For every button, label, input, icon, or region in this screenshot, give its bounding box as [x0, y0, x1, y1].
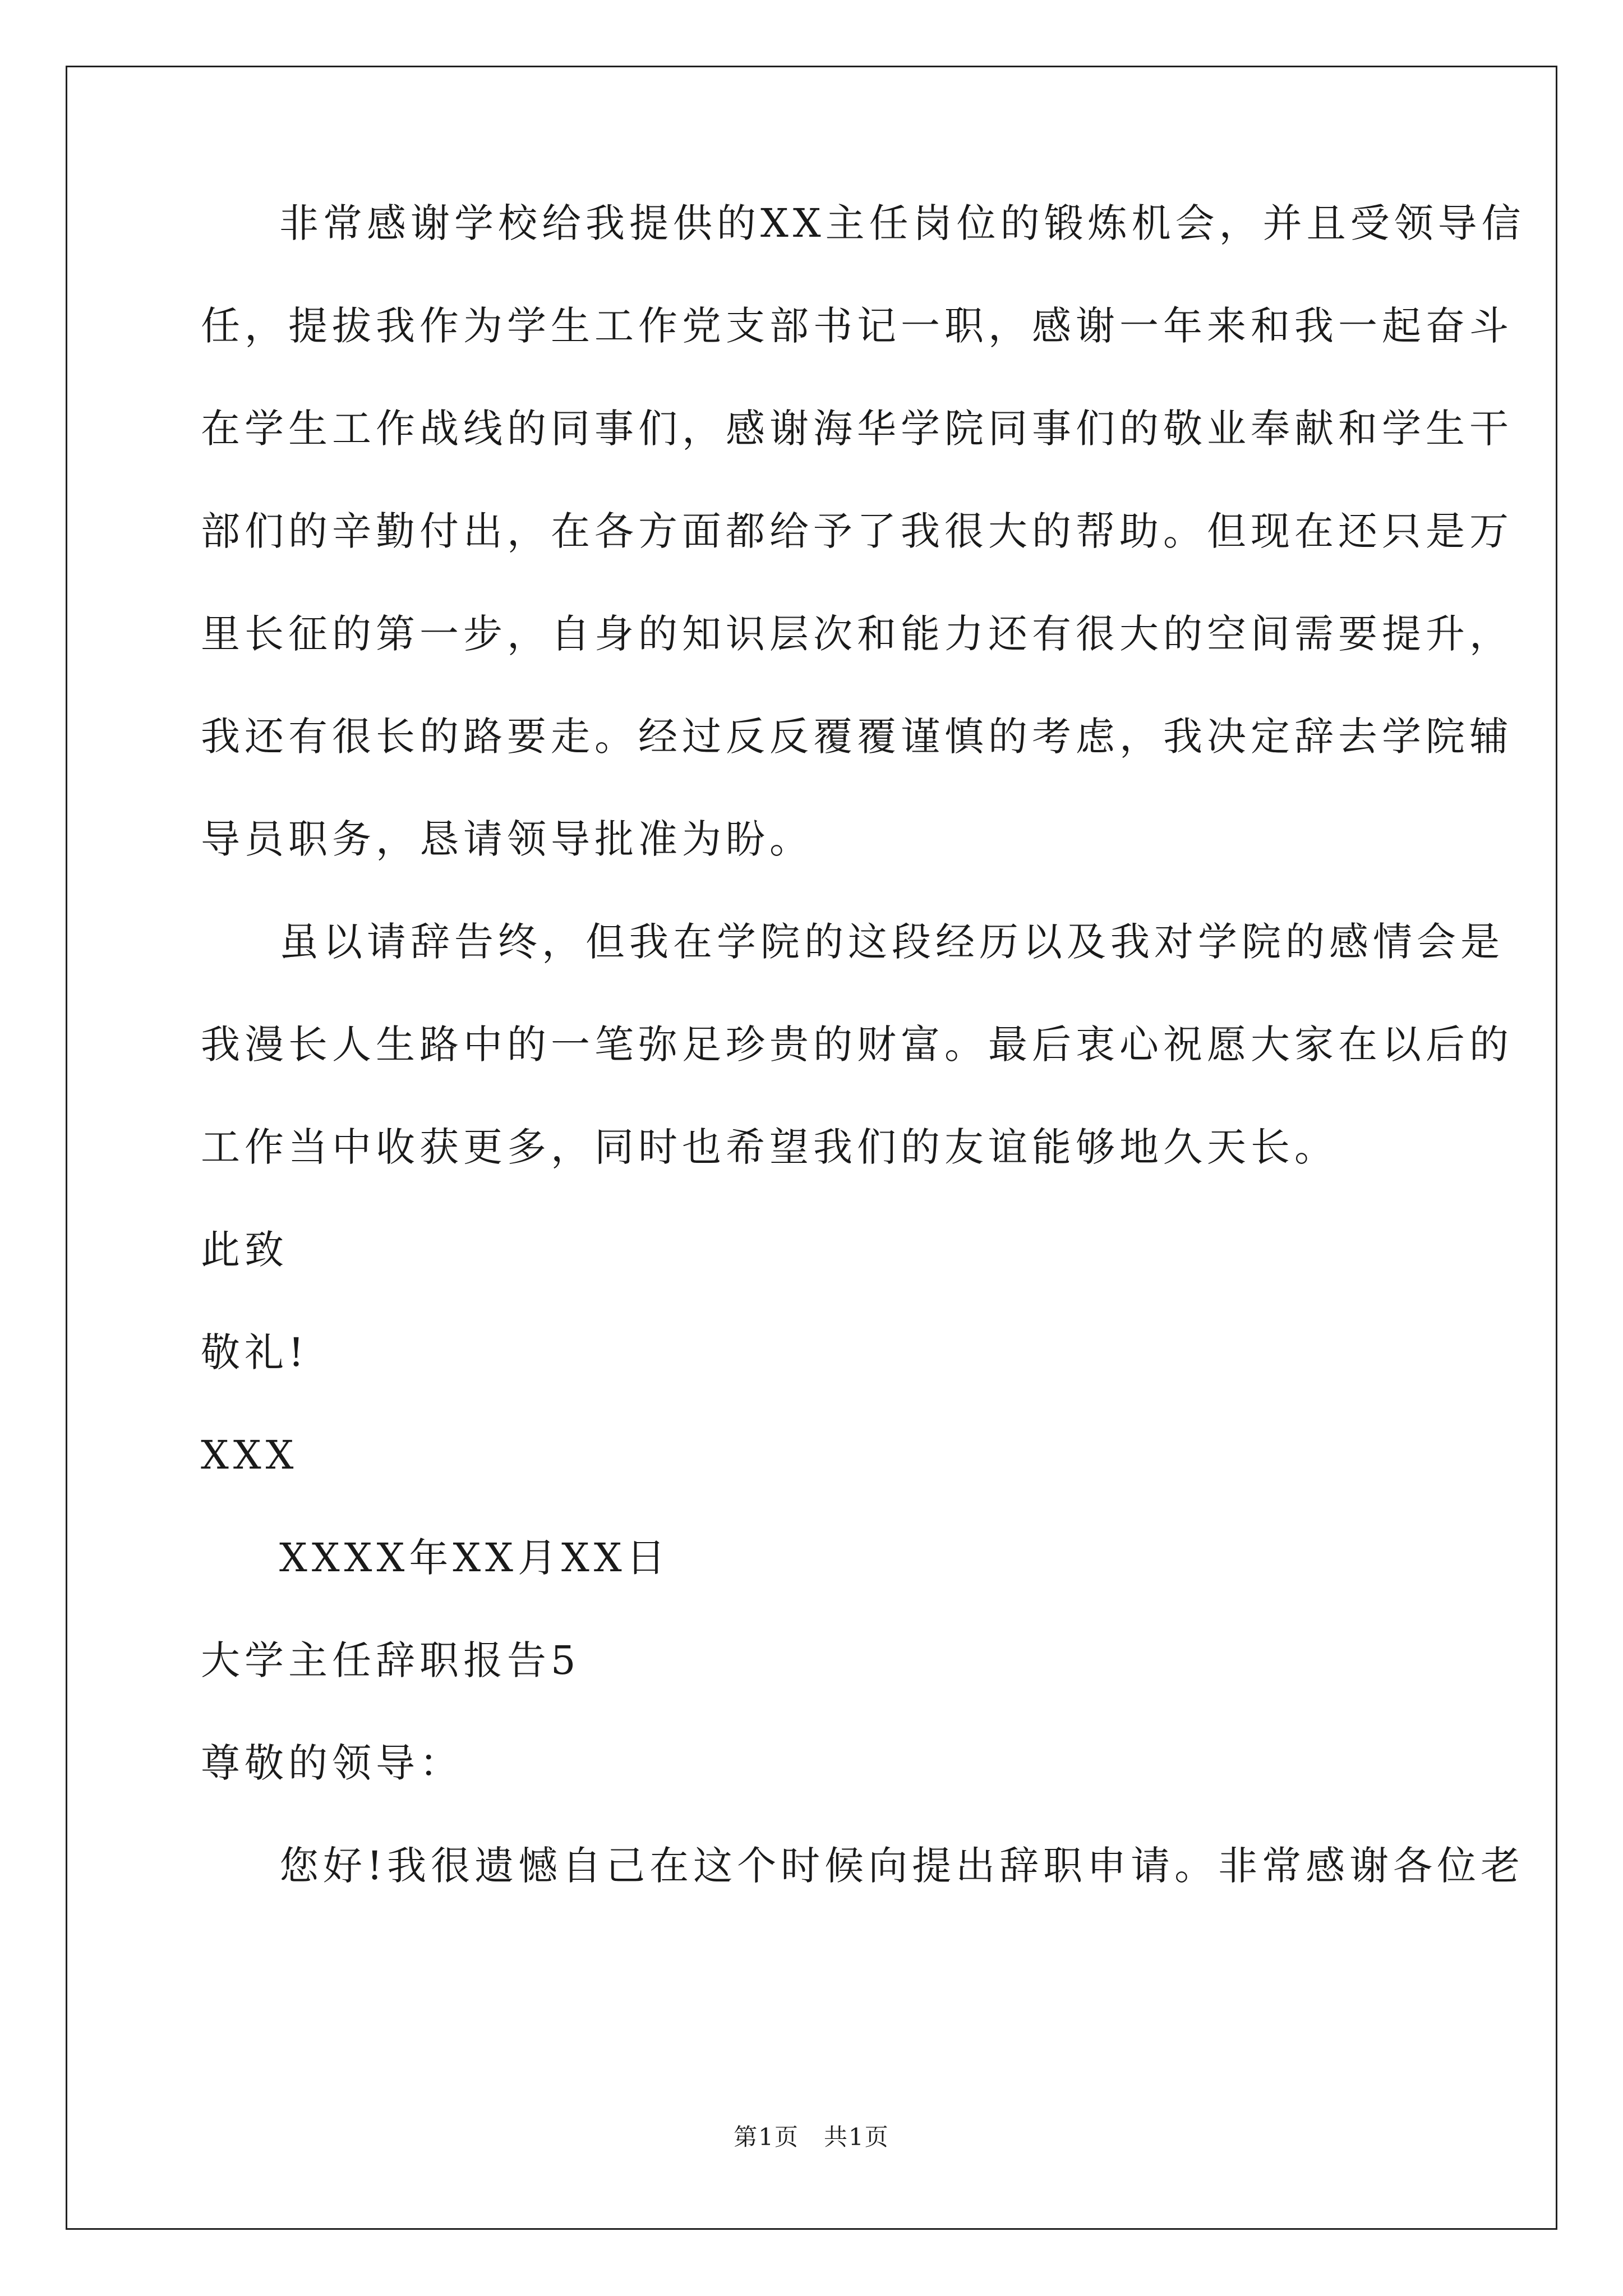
paragraph-line: 非常感谢学校给我提供的XX主任岗位的锻炼机会，并且受领导信: [279, 200, 1525, 246]
section-title: 大学主任辞职报告5: [201, 1637, 580, 1683]
closing-regards: 敬礼!: [201, 1329, 309, 1375]
paragraph-line: 我还有很长的路要走。经过反反覆覆谨慎的考虑，我决定辞去学院辅: [201, 714, 1513, 760]
paragraph-line: 您好!我很遗憾自己在这个时候向提出辞职申请。非常感谢各位老: [279, 1843, 1525, 1889]
paragraph-line: 部们的辛勤付出，在各方面都给予了我很大的帮助。但现在还只是万: [201, 508, 1513, 554]
paragraph-line: 虽以请辞告终，但我在学院的这段经历以及我对学院的感情会是: [279, 919, 1504, 965]
paragraph-line: 在学生工作战线的同事们，感谢海华学院同事们的敬业奉献和学生干: [201, 406, 1513, 452]
signature-date: XXXX年XX月XX日: [279, 1535, 670, 1581]
page-footer: 第1页 共1页: [734, 2123, 889, 2151]
paragraph-line: 任，提拔我作为学生工作党支部书记一职，感谢一年来和我一起奋斗: [201, 303, 1513, 349]
signature-name: XXX: [201, 1432, 298, 1478]
letter-greeting: 尊敬的领导：: [201, 1740, 463, 1786]
paragraph-line: 工作当中收获更多，同时也希望我们的友谊能够地久天长。: [201, 1124, 1338, 1170]
closing-salutation: 此致: [201, 1227, 288, 1273]
paragraph-line: 导员职务，恳请领导批准为盼。: [201, 816, 813, 862]
paragraph-line: 里长征的第一步，自身的知识层次和能力还有很大的空间需要提升，: [201, 611, 1513, 657]
paragraph-line: 我漫长人生路中的一笔弥足珍贵的财富。最后衷心祝愿大家在以后的: [201, 1022, 1513, 1068]
